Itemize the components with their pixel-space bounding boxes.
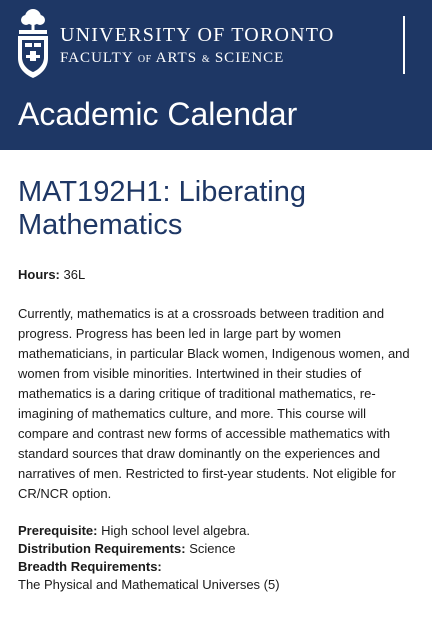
faculty-ampersand: &	[201, 54, 211, 65]
faculty-science-word: SCIENCE	[214, 50, 285, 66]
hours-label: Hours:	[18, 267, 60, 282]
requirements-section	[18, 522, 414, 594]
course-title: MAT192H1: Liberating Mathematics	[18, 176, 307, 241]
prerequisite-row	[18, 522, 414, 540]
faculty-of-word: OF	[137, 54, 152, 65]
breadth-label: Breadth Requirements:	[18, 559, 162, 574]
course-content	[0, 150, 432, 594]
breadth-row	[18, 558, 414, 576]
university-crest-icon[interactable]	[14, 6, 52, 82]
distribution-row	[18, 540, 414, 558]
prerequisite-label: Prerequisite:	[18, 523, 98, 538]
faculty-word: FACULTY	[60, 50, 134, 66]
header-divider	[403, 16, 405, 74]
site-header	[0, 0, 432, 150]
breadth-value: The Physical and Mathematical Universes (5)	[18, 577, 280, 592]
faculty-arts-word: ARTS	[155, 50, 198, 66]
distribution-label: Distribution Requirements:	[18, 541, 186, 556]
hours-row	[18, 266, 414, 284]
university-name[interactable]: UNIVERSITY OF TORONTO	[60, 24, 335, 46]
distribution-value: Science	[189, 541, 236, 556]
hours-value: 36L	[63, 267, 86, 282]
prerequisite-value: High school level algebra.	[101, 523, 250, 538]
calendar-title[interactable]: Academic Calendar	[18, 96, 298, 132]
course-description: Currently, mathematics is at a crossroads between tradition and progress. Progress has been led in large part by women mathematicians, in particular Black women, Indigenous women, and women from visible minorities. Intertwined in their studies of mathematics is a daring critique of traditional mathematics, re-imagining of mathematics culture, and more. This course will compare and contrast new forms of accessible mathematics with standard sources that draw dominantly on the experiences and narratives of men. Restricted to first-year students. Not eligible for CR/NCR option.	[18, 306, 410, 501]
faculty-name[interactable]	[60, 50, 284, 67]
